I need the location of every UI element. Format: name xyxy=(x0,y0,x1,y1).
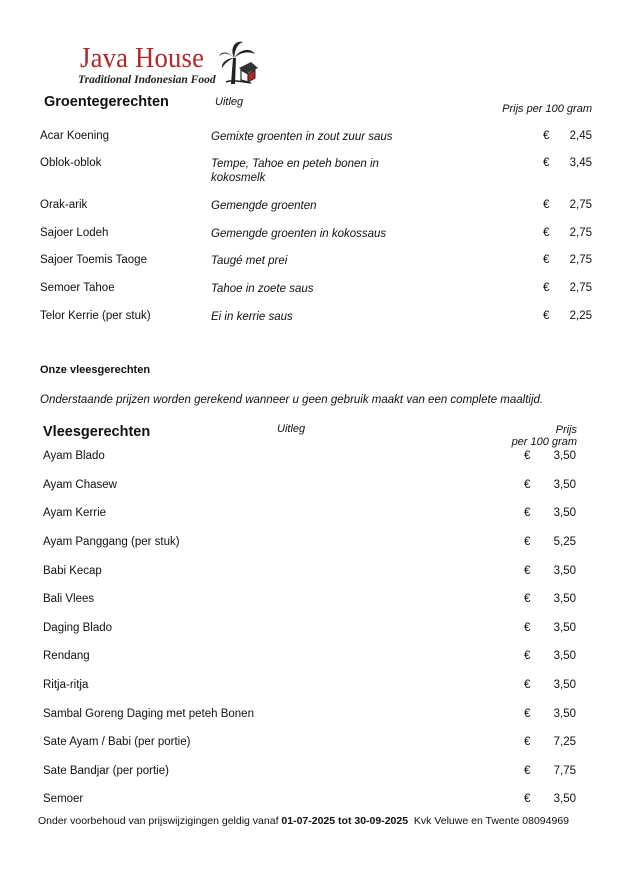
currency-symbol: € xyxy=(524,507,531,519)
dish-price: 3,50 xyxy=(553,450,576,462)
dish-name: Sambal Goreng Daging met peteh Bonen xyxy=(43,708,254,720)
currency-symbol: € xyxy=(524,622,531,634)
currency-symbol: € xyxy=(543,254,550,266)
dish-price: 7,25 xyxy=(553,736,576,748)
dish-name: Ayam Kerrie xyxy=(43,507,107,519)
dish-name: Sajoer Toemis Taoge xyxy=(40,254,147,266)
brand-logo-subtitle: Traditional Indonesian Food xyxy=(78,74,216,86)
dish-name: Daging Blado xyxy=(43,622,113,634)
currency-symbol: € xyxy=(524,479,531,491)
dish-description: Gemengde groenten xyxy=(211,200,317,212)
dish-description: Ei in kerrie saus xyxy=(211,311,293,323)
dish-price: 3,50 xyxy=(553,507,576,519)
dish-price: 3,50 xyxy=(553,593,576,605)
dish-name: Babi Kecap xyxy=(43,565,102,577)
dish-price: 3,50 xyxy=(553,622,576,634)
vegetable-section-title: Groentegerechten xyxy=(44,94,169,110)
meat-price-header-line2: per 100 gram xyxy=(511,436,577,448)
footer-dates: 01-07-2025 tot 30-09-2025 xyxy=(281,815,409,827)
dish-name: Ritja-ritja xyxy=(43,679,89,691)
dish-name: Sate Ayam / Babi (per portie) xyxy=(43,736,191,748)
dish-name: Ayam Panggang (per stuk) xyxy=(43,536,180,548)
meat-description-header: Uitleg xyxy=(277,423,306,435)
vegetable-price-header: Prijs per 100 gram xyxy=(502,103,592,115)
currency-symbol: € xyxy=(543,199,550,211)
validity-footer xyxy=(38,815,569,827)
dish-description: Taugé met prei xyxy=(211,255,288,267)
dish-price: 3,50 xyxy=(553,565,576,577)
dish-price: 2,75 xyxy=(569,227,592,239)
dish-description: Gemengde groenten in kokossaus xyxy=(211,228,387,240)
meat-section-title: Vleesgerechten xyxy=(43,424,151,440)
dish-price: 2,45 xyxy=(569,130,592,142)
dish-description: Tahoe in zoete saus xyxy=(211,283,314,295)
footer-prefix: Onder voorbehoud van prijswijzigingen geldig vanaf xyxy=(38,815,282,827)
dish-name: Sajoer Lodeh xyxy=(40,227,109,239)
currency-symbol: € xyxy=(524,793,531,805)
footer-kvk: Kvk Veluwe en Twente 08094969 xyxy=(408,815,570,827)
dish-name: Orak-arik xyxy=(40,199,88,211)
dish-name: Ayam Chasew xyxy=(43,479,117,491)
currency-symbol: € xyxy=(543,157,550,169)
currency-symbol: € xyxy=(524,650,531,662)
currency-symbol: € xyxy=(543,227,550,239)
dish-name: Acar Koening xyxy=(40,130,110,142)
dish-price: 2,75 xyxy=(569,199,592,211)
brand-logo-title: Java House xyxy=(80,42,205,74)
dish-price: 2,75 xyxy=(569,254,592,266)
dish-price: 7,75 xyxy=(553,765,576,777)
dish-name: Ayam Blado xyxy=(43,450,105,462)
dish-name: Semoer Tahoe xyxy=(40,282,115,294)
currency-symbol: € xyxy=(524,536,531,548)
dish-description: Tempe, Tahoe en peteh bonen in kokosmelk xyxy=(211,158,379,184)
dish-price: 2,75 xyxy=(569,282,592,294)
dish-price: 5,25 xyxy=(553,536,576,548)
meat-intro-note: Onderstaande prijzen worden gerekend wanneer u geen gebruik maakt van een complete maaltijd. xyxy=(40,394,544,406)
dish-price: 3,50 xyxy=(553,708,576,720)
meat-intro-heading: Onze vleesgerechten xyxy=(40,364,151,376)
currency-symbol: € xyxy=(543,282,550,294)
currency-symbol: € xyxy=(524,450,531,462)
currency-symbol: € xyxy=(543,310,550,322)
currency-symbol: € xyxy=(524,593,531,605)
dish-name: Sate Bandjar (per portie) xyxy=(43,765,169,777)
dish-price: 3,50 xyxy=(553,479,576,491)
currency-symbol: € xyxy=(524,736,531,748)
currency-symbol: € xyxy=(524,765,531,777)
dish-name: Telor Kerrie (per stuk) xyxy=(40,310,151,322)
currency-symbol: € xyxy=(524,679,531,691)
currency-symbol: € xyxy=(524,708,531,720)
dish-price: 3,50 xyxy=(553,650,576,662)
dish-price: 3,50 xyxy=(553,679,576,691)
palm-hut-logo-icon xyxy=(217,38,259,86)
dish-price: 3,50 xyxy=(553,793,576,805)
dish-name: Rendang xyxy=(43,650,90,662)
meat-price-header-line1: Prijs xyxy=(555,424,577,436)
currency-symbol: € xyxy=(524,565,531,577)
dish-name: Bali Vlees xyxy=(43,593,95,605)
dish-price: 2,25 xyxy=(569,310,592,322)
dish-description: Gemixte groenten in zout zuur saus xyxy=(211,131,393,143)
currency-symbol: € xyxy=(543,130,550,142)
dish-name: Oblok-oblok xyxy=(40,157,102,169)
dish-name: Semoer xyxy=(43,793,84,805)
vegetable-description-header: Uitleg xyxy=(215,96,244,108)
dish-price: 3,45 xyxy=(569,157,592,169)
